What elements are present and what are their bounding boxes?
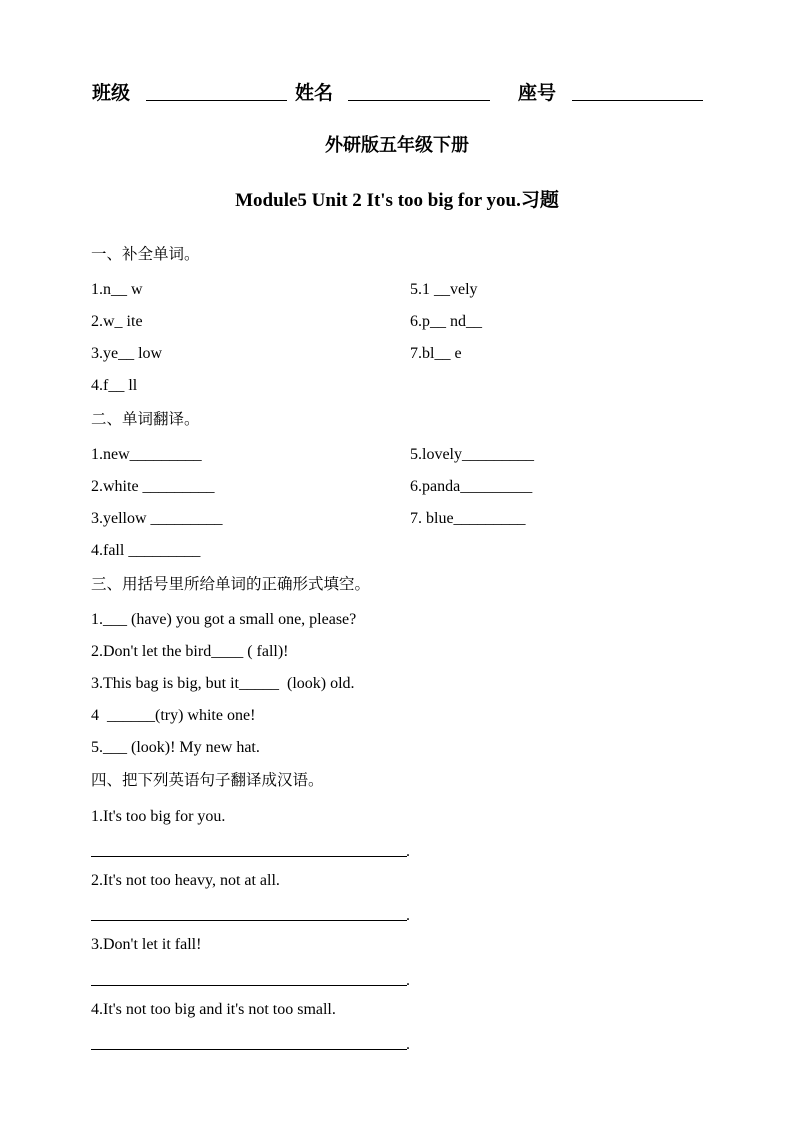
section1-item: 6.p__ nd__ (410, 313, 482, 330)
name-label: 姓名 (295, 82, 334, 104)
answer-period: . (406, 843, 410, 860)
seat-label: 座号 (518, 82, 557, 104)
section1-item: 4.f__ ll (91, 377, 138, 394)
section1-item: 5.1 __vely (410, 281, 478, 298)
section3-heading: 三、用括号里所给单词的正确形式填空。 (91, 575, 371, 593)
section2-item: 5.lovely_________ (410, 446, 534, 463)
section2-item: 1.new_________ (91, 446, 202, 463)
name-blank[interactable] (348, 100, 490, 101)
section4-item: 3.Don't let it fall! (91, 936, 202, 953)
section1-item: 3.ye__ low (91, 345, 163, 362)
section2-item: 6.panda_________ (410, 478, 533, 495)
class-blank[interactable] (146, 100, 287, 101)
section3-item: 1.___ (have) you got a small one, please? (91, 611, 357, 628)
section4-item: 1.It's too big for you. (91, 808, 226, 825)
section2-heading: 二、单词翻译。 (91, 410, 200, 428)
section3-item: 5.___ (look)! My new hat. (91, 739, 260, 756)
section4-item: 4.It's not too big and it's not too small. (91, 1001, 336, 1018)
section1-item: 2.w_ ite (91, 313, 143, 330)
section2-item: 3.yellow _________ (91, 510, 223, 527)
section3-item: 3.This bag is big, but it_____ (look) old. (91, 675, 355, 692)
section1-item: 7.bl__ e (410, 345, 462, 362)
section3-item: 2.Don't let the bird____ ( fall)! (91, 643, 289, 660)
page-subtitle: Module5 Unit 2 It's too big for you.习题 (235, 190, 559, 211)
answer-line[interactable] (91, 1049, 407, 1050)
section1-heading: 一、补全单词。 (91, 245, 200, 263)
section1-item: 1.n__ w (91, 281, 143, 298)
section2-item: 4.fall _________ (91, 542, 201, 559)
answer-line[interactable] (91, 856, 407, 857)
section2-item: 7. blue_________ (410, 510, 526, 527)
section4-item: 2.It's not too heavy, not at all. (91, 872, 280, 889)
answer-period: . (406, 972, 410, 989)
section3-item: 4 ______(try) white one! (91, 707, 256, 724)
class-label: 班级 (92, 82, 131, 104)
student-info-header (92, 78, 712, 104)
answer-period: . (406, 1036, 410, 1053)
section4-heading: 四、把下列英语句子翻译成汉语。 (91, 771, 324, 789)
section2-item: 2.white _________ (91, 478, 215, 495)
page-title: 外研版五年级下册 (325, 135, 469, 156)
answer-line[interactable] (91, 985, 407, 986)
seat-blank[interactable] (572, 100, 703, 101)
answer-line[interactable] (91, 920, 407, 921)
answer-period: . (406, 907, 410, 924)
